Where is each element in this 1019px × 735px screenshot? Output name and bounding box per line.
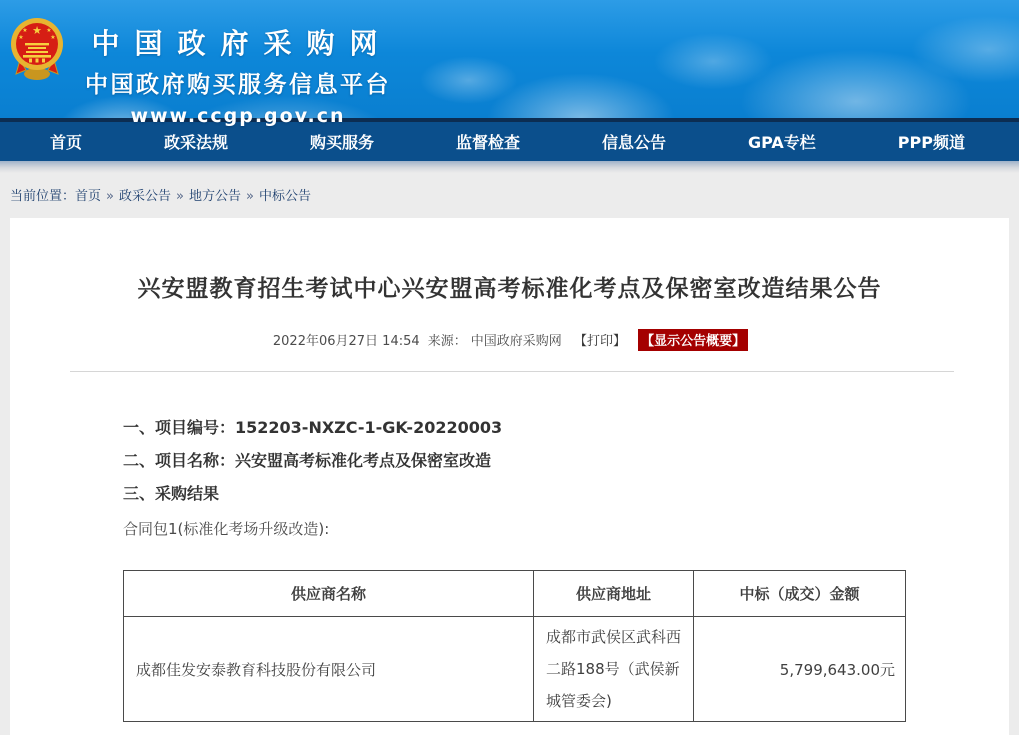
table-header-row	[124, 571, 906, 617]
nav-item-regulations[interactable]: 政采法规	[164, 133, 229, 152]
national-emblem-icon	[10, 16, 64, 82]
nav-item-home[interactable]: 首页	[50, 133, 83, 152]
breadcrumb-label: 当前位置：	[10, 189, 76, 204]
breadcrumb-separator: »	[246, 189, 254, 204]
publish-datetime: 2022年06月27日 14:54	[272, 334, 420, 349]
supplier-address-cell: 成都市武侯区武科西二路188号（武侯新城管委会)	[534, 617, 694, 722]
contract-package-label: 合同包1(标准化考场升级改造):	[123, 520, 330, 538]
page-title: 兴安盟教育招生考试中心兴安盟高考标准化考点及保密室改造结果公告	[137, 276, 882, 302]
nav-item-supervision[interactable]: 监督检查	[456, 133, 521, 152]
print-button[interactable]: 【打印】	[573, 334, 626, 349]
result-table	[123, 570, 906, 722]
svg-text:★: ★	[18, 34, 24, 41]
supplier-name-cell: 成都佳发安泰教育科技股份有限公司	[124, 617, 534, 722]
award-amount-cell: 5,799,643.00元	[694, 617, 906, 722]
table-header-supplier-address: 供应商地址	[534, 571, 694, 617]
breadcrumb-link-award-announcements[interactable]: 中标公告	[258, 189, 311, 204]
svg-text:★: ★	[46, 27, 52, 34]
section-project-name: 二、项目名称：兴安盟高考标准化考点及保密室改造	[123, 451, 492, 470]
national-emblem-logo[interactable]	[10, 16, 64, 82]
nav-shadow	[0, 161, 1019, 173]
nav-item-announcements[interactable]: 信息公告	[602, 133, 667, 152]
divider	[70, 371, 954, 372]
article-body	[123, 419, 1009, 722]
show-summary-button[interactable]: 【显示公告概要】	[638, 329, 748, 351]
breadcrumb-link-procurement-announcements[interactable]: 政采公告	[119, 189, 172, 204]
table-header-supplier-name: 供应商名称	[124, 571, 534, 617]
section-project-number: 一、项目编号：152203-NXZC-1-GK-20220003	[123, 418, 503, 437]
site-url: www.ccgp.gov.cn	[130, 105, 346, 127]
nav-item-ppp[interactable]: PPP频道	[897, 133, 965, 152]
nav-item-gpa[interactable]: GPA专栏	[748, 133, 816, 152]
header-titles	[78, 22, 398, 127]
table-row	[124, 617, 906, 722]
source-label: 来源：	[427, 334, 467, 349]
content-panel	[10, 218, 1009, 735]
section-result: 三、采购结果	[123, 484, 220, 503]
breadcrumb-link-home[interactable]: 首页	[75, 189, 102, 204]
svg-text:★: ★	[22, 27, 28, 34]
breadcrumb-separator: »	[106, 189, 114, 204]
site-title: 中国政府采购网	[91, 27, 393, 60]
svg-text:★: ★	[50, 34, 56, 41]
site-header	[0, 0, 1019, 127]
table-header-award-amount: 中标（成交）金额	[694, 571, 906, 617]
breadcrumb-link-local-announcements[interactable]: 地方公告	[188, 189, 241, 204]
site-subtitle: 中国政府购买服务信息平台	[85, 72, 391, 98]
svg-text:★: ★	[32, 24, 42, 37]
nav-item-purchase-services[interactable]: 购买服务	[310, 133, 375, 152]
meta-bar	[10, 329, 1009, 351]
breadcrumb-separator: »	[176, 189, 184, 204]
breadcrumb	[0, 173, 1019, 218]
source-name: 中国政府采购网	[470, 334, 562, 349]
